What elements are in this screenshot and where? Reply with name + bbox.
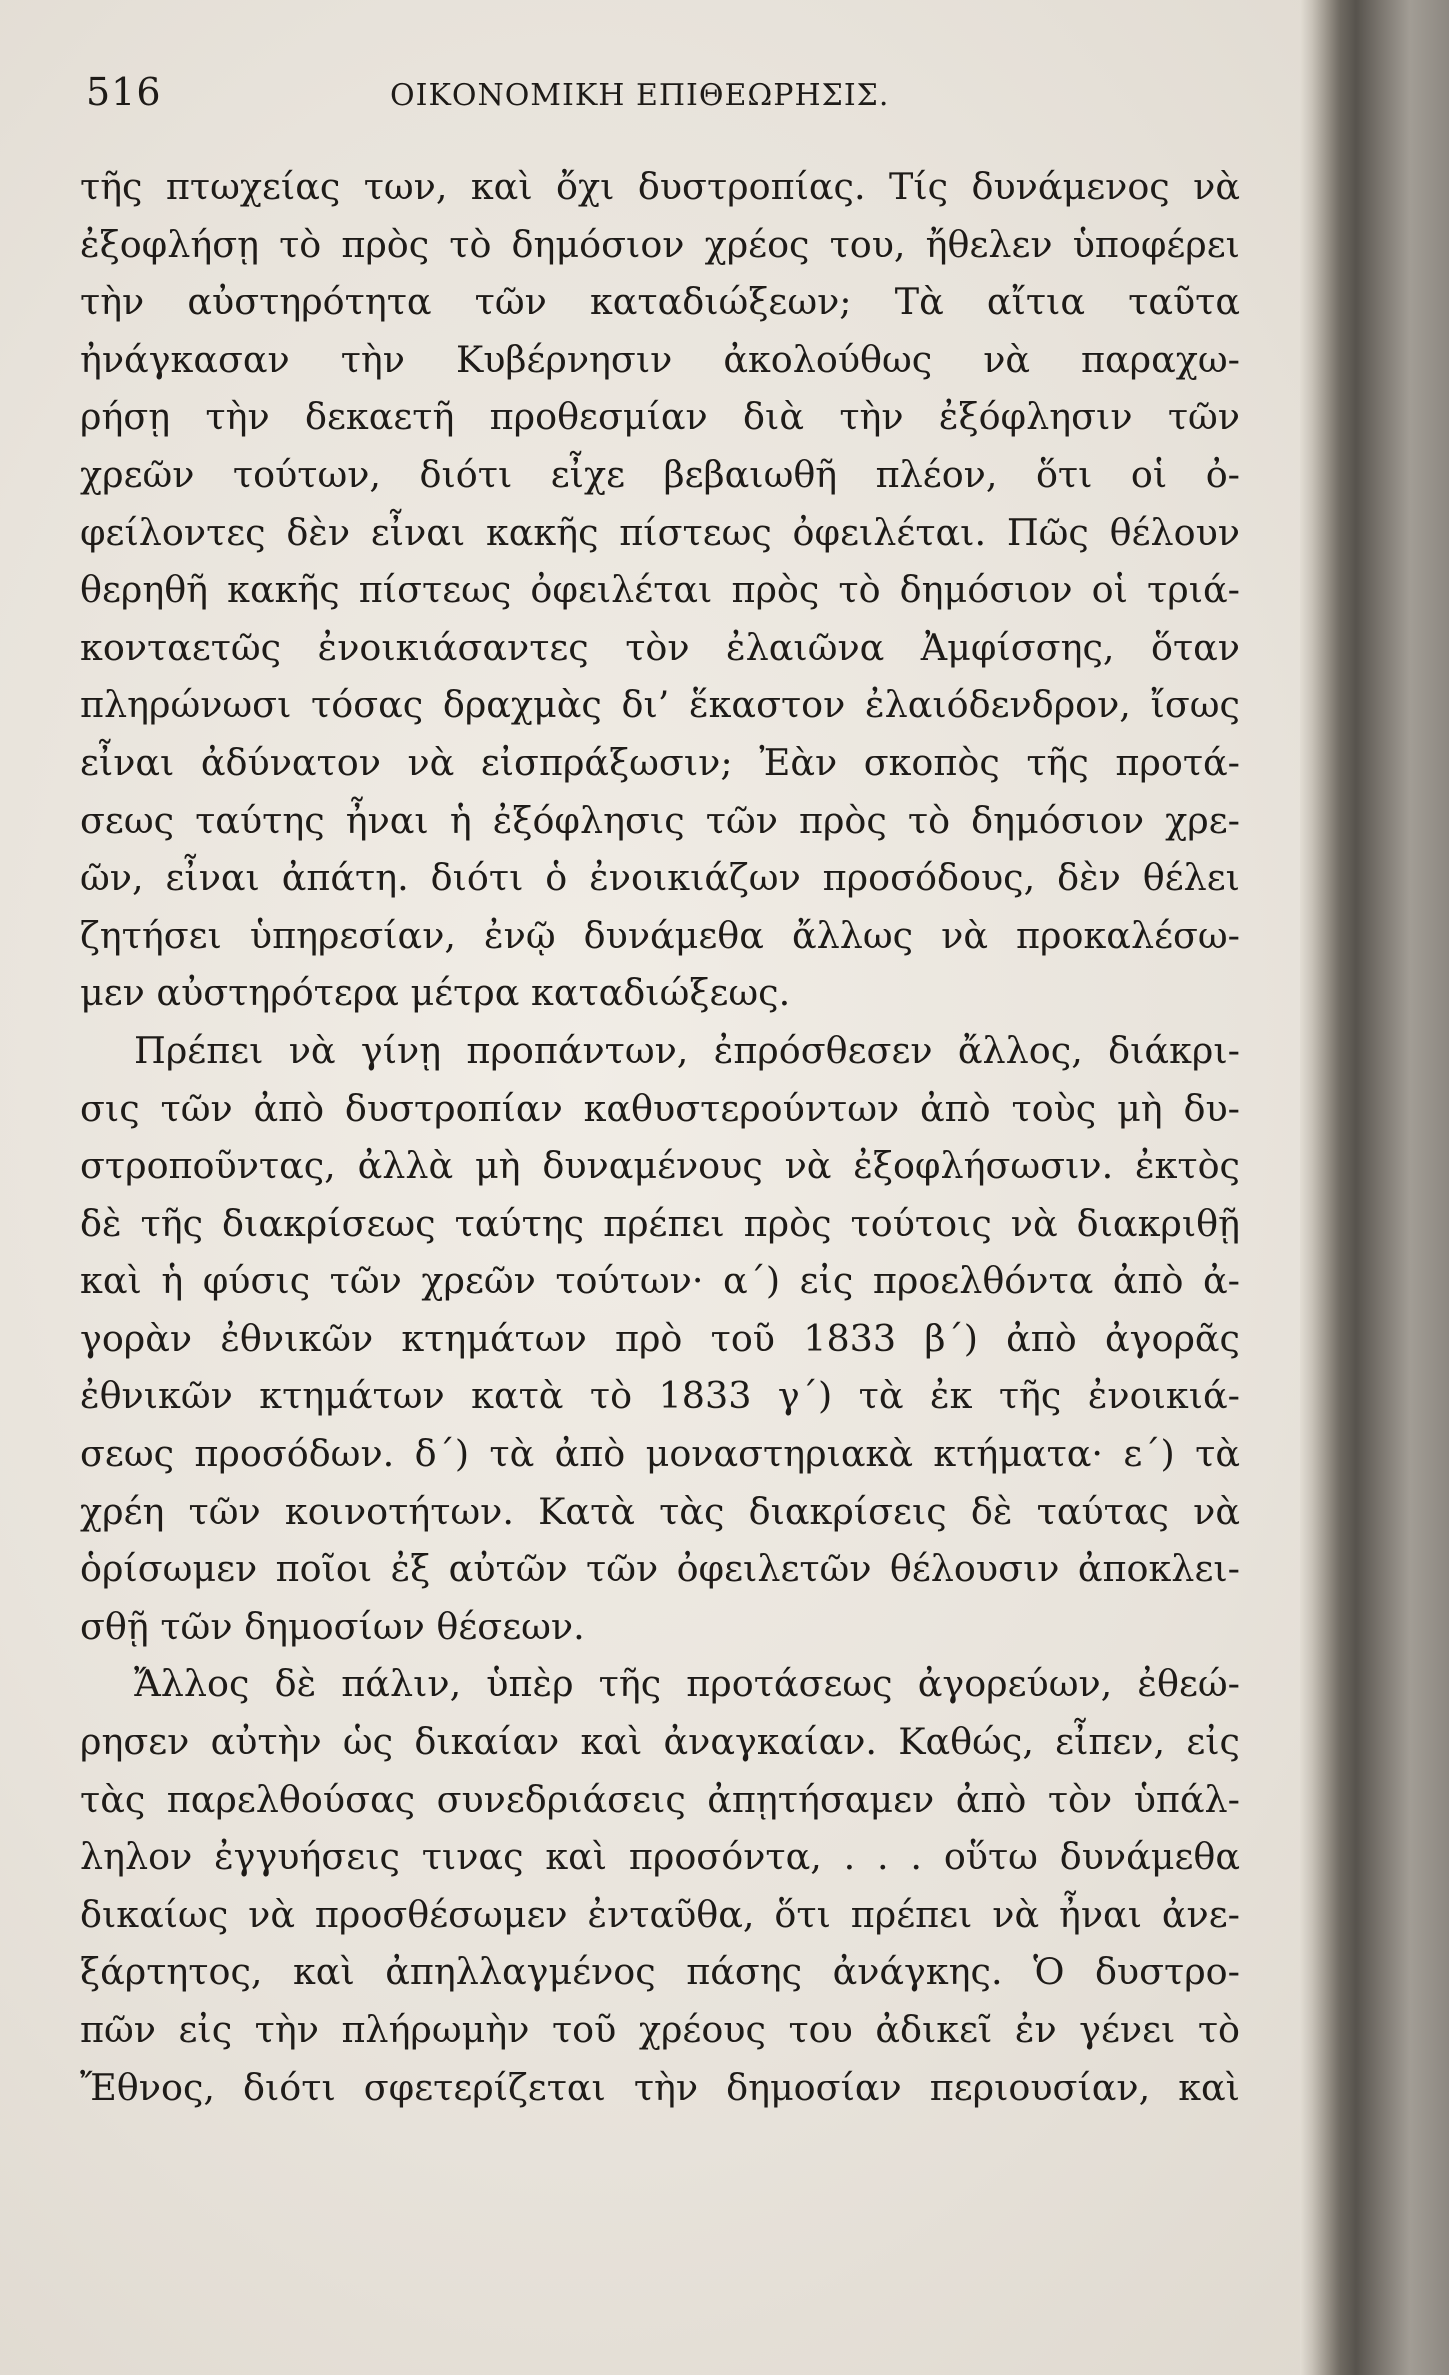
text-line: τὰς παρελθούσας συνεδριάσεις ἀπῃτήσαμεν ἀπὸ τὸν ὑπάλ- [80, 1777, 1240, 1821]
paragraph-start-line: Πρέπει νὰ γίνῃ προπάντων, ἐπρόσθεσεν ἄλλος, διάκρι- [134, 1028, 1240, 1072]
text-line: τὴν αὐστηρότητα τῶν καταδιώξεων; Τὰ αἴτια ταῦτα [80, 280, 1240, 324]
text-line: ληλον ἐγγυήσεις τινας καὶ προσόντα, . . . οὕτω δυνάμεθα [80, 1835, 1240, 1879]
text-line: δὲ τῆς διακρίσεως ταύτης πρέπει πρὸς τούτοις νὰ διακριθῇ [80, 1201, 1240, 1245]
text-line: ξάρτητος, καὶ ἀπηλλαγμένος πάσης ἀνάγκης. Ὁ δυστρο- [80, 1950, 1240, 1994]
text-line: γορὰν ἐθνικῶν κτημάτων πρὸ τοῦ 1833 β΄) ἀπὸ ἀγορᾶς [80, 1316, 1240, 1360]
text-line: ζητήσει ὑπηρεσίαν, ἐνῷ δυνάμεθα ἄλλως νὰ προκαλέσω- [80, 913, 1240, 957]
text-line: Ἔθνος, διότι σφετερίζεται τὴν δημοσίαν περιουσίαν, καὶ [80, 2065, 1240, 2109]
book-spine-shadow [1300, 0, 1449, 2375]
text-line: πῶν εἰς τὴν πλήρωμὴν τοῦ χρέους του ἀδικεῖ ἐν γένει τὸ [80, 2008, 1240, 2051]
text-line: χρέη τῶν κοινοτήτων. Κατὰ τὰς διακρίσεις δὲ ταύτας νὰ [80, 1489, 1240, 1533]
text-line: σεως ταύτης ἦναι ἡ ἐξόφλησις τῶν πρὸς τὸ δημόσιον χρε- [80, 798, 1240, 842]
text-line: πληρώνωσι τόσας δραχμὰς δι’ ἕκαστον ἐλαιόδενδρον, ἴσως [80, 683, 1240, 727]
book-page [80, 60, 1240, 2340]
text-line: σεως προσόδων. δ΄) τὰ ἀπὸ μοναστηριακὰ κτήματα· ε΄) τὰ [80, 1432, 1240, 1476]
text-line: κονταετῶς ἐνοικιάσαντες τὸν ἐλαιῶνα Ἀμφίσσης, ὅταν [80, 625, 1240, 669]
text-line: ἠνάγκασαν τὴν Κυβέρνησιν ἀκολούθως νὰ παραχω- [80, 337, 1240, 381]
text-line: ρησεν αὐτὴν ὡς δικαίαν καὶ ἀναγκαίαν. Καθώς, εἶπεν, εἰς [80, 1720, 1240, 1764]
text-line: ἐθνικῶν κτημάτων κατὰ τὸ 1833 γ΄) τὰ ἐκ τῆς ἐνοικιά- [80, 1374, 1240, 1418]
text-line: τῆς πτωχείας των, καὶ ὄχι δυστροπίας. Τίς δυνάμενος νὰ [80, 165, 1240, 208]
body-text [80, 158, 1240, 2116]
page-number: 516 [86, 70, 162, 114]
page-header [80, 60, 1240, 140]
text-line: ῶν, εἶναι ἀπάτη. διότι ὁ ἐνοικιάζων προσόδους, δὲν θέλει [80, 856, 1240, 900]
running-title: ΟΙΚΟΝΟΜΙΚΗ ΕΠΙΘΕΩΡΗΣΙΣ. [390, 78, 890, 113]
paragraph-end-line: μεν αὐστηρότερα μέτρα καταδιώξεως. [80, 971, 791, 1015]
text-line: στροποῦντας, ἀλλὰ μὴ δυναμένους νὰ ἐξοφλήσωσιν. ἐκτὸς [80, 1144, 1240, 1188]
paragraph-end-line: σθῇ τῶν δημοσίων θέσεων. [80, 1604, 585, 1648]
paragraph-start-line: Ἄλλος δὲ πάλιν, ὑπὲρ τῆς προτάσεως ἀγορεύων, ἐθεώ- [134, 1662, 1240, 1706]
text-line: φείλοντες δὲν εἶναι κακῆς πίστεως ὀφειλέται. Πῶς θέλουν [80, 510, 1240, 554]
text-line: εἶναι ἀδύνατον νὰ εἰσπράξωσιν; Ἐὰν σκοπὸς τῆς προτά- [80, 740, 1240, 784]
text-line: σις τῶν ἀπὸ δυστροπίαν καθυστερούντων ἀπὸ τοὺς μὴ δυ- [80, 1086, 1240, 1130]
text-line: ρήσῃ τὴν δεκαετῆ προθεσμίαν διὰ τὴν ἐξόφλησιν τῶν [80, 395, 1240, 439]
text-line: δικαίως νὰ προσθέσωμεν ἐνταῦθα, ὅτι πρέπει νὰ ἦναι ἀνε- [80, 1892, 1240, 1936]
text-line: ὁρίσωμεν ποῖοι ἐξ αὐτῶν τῶν ὀφειλετῶν θέλουσιν ἀποκλει- [80, 1547, 1240, 1591]
text-line: θερηθῆ κακῆς πίστεως ὀφειλέται πρὸς τὸ δημόσιον οἱ τριά- [80, 568, 1240, 612]
text-line: καὶ ἡ φύσις τῶν χρεῶν τούτων· α΄) εἰς προελθόντα ἀπὸ ἀ- [80, 1259, 1240, 1303]
text-line: χρεῶν τούτων, διότι εἶχε βεβαιωθῆ πλέον, ὅτι οἱ ὀ- [80, 452, 1240, 496]
text-line: ἐξοφλήσῃ τὸ πρὸς τὸ δημόσιον χρέος του, ἤθελεν ὑποφέρει [80, 222, 1240, 266]
